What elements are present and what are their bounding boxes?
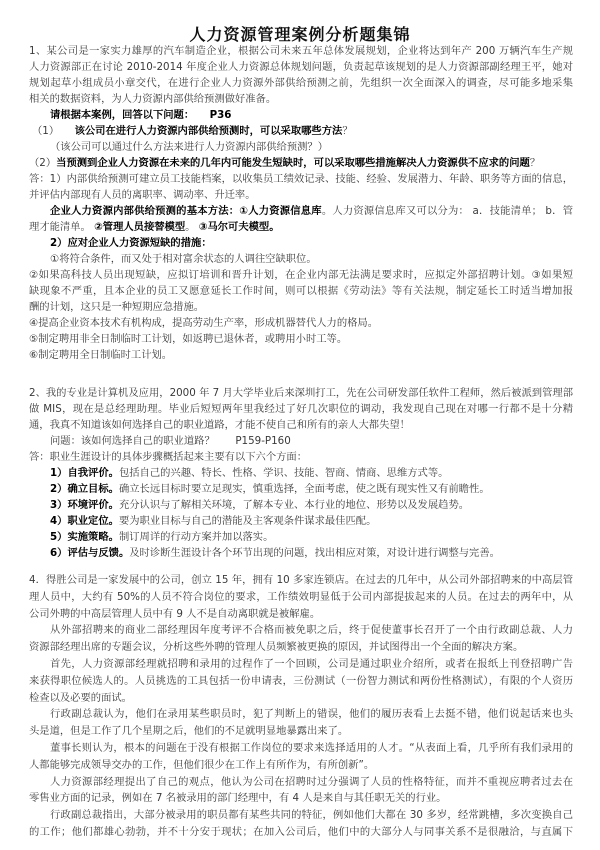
case-1-text-line xyxy=(29,267,573,283)
bold-text: 4）职业定位。 xyxy=(50,515,119,527)
bold-text: 2）确立目标。 xyxy=(50,483,119,495)
text: 首先，人力资源部经理就招聘和录用的过程作了一个回顾，公司是通过职业介绍所，或者在报纸上刊登招聘广告 xyxy=(50,657,573,670)
text: 来获得职位候选人的。人员挑选的工具包括一份申请表，三份测试（一份智力测试和两份性格测试），有限的个人资历 xyxy=(29,674,573,687)
case-2-text-line xyxy=(29,401,573,417)
case-4-text-line xyxy=(29,757,573,774)
text: （1） xyxy=(32,125,75,137)
text: 。 xyxy=(185,221,199,233)
bold-text: 3）环境评价。 xyxy=(50,499,119,511)
text: 并评估内部现有人员的离职率、调动率、升迁率。 xyxy=(29,189,256,201)
text: 资源部经理出席的专题会议，分析这些外聘的管理人员频繁被更换的原因，并试图得出一个全面的解决方案。 xyxy=(29,641,524,654)
case-2-text-line xyxy=(29,385,573,401)
bold-text: 5）实施策略。 xyxy=(50,531,119,543)
case-4-text-line xyxy=(29,690,573,707)
case-1-text-line xyxy=(29,91,573,107)
text: 相关的数据资料，为人力资源内部供给预测做好准备。 xyxy=(29,93,277,105)
case-4-text-line xyxy=(29,790,573,807)
text: 2、我的专业是计算机及应用，2000 年 7 月大学毕业后来深圳打工，先在公司研发部任软件工程师，然后被派到管理部 xyxy=(29,387,573,399)
text: 检查以及必要的面试。 xyxy=(29,691,132,704)
bold-text: 当预测到企业人力资源在未来的几年内可能发生短缺时，可以采取哪些措施解决人力资源供不应求的问题 xyxy=(56,157,530,169)
case-1-text-line xyxy=(29,75,573,91)
text: 的工作；他们都雄心勃勃，并不十分安于现状；在加入公司后，他们中的大部分人与同事关系不是很融洽，与直属下 xyxy=(29,825,573,838)
case-2-text-line xyxy=(29,529,573,545)
case-1-text-line xyxy=(29,139,573,155)
case-4-text-line xyxy=(29,774,573,791)
text: 行政副总裁认为，他们在录用某些职员时，犯了判断上的错误，他们的履历表看上去挺不错，他们说起话来也头 xyxy=(50,708,573,721)
text: 问题：该如何选择自己的职业道路？ P159-P160 xyxy=(50,435,291,447)
text: 理人员中，大约有 50%的人员不符合岗位的要求，工作绩效明显低于公司内部提拔起来的人员。在过去的两年中，从 xyxy=(29,590,573,603)
text: 4．得胜公司是一家发展中的公司，创立 15 年，拥有 10 多家连锁店。在过去的几年中，从公司外部招聘来的中高层管 xyxy=(29,574,573,586)
case-4-text-line xyxy=(29,656,573,673)
text: 头是道，但是工作了几个星期之后，他们的不足就明显地暴露出来了。 xyxy=(29,725,349,738)
case-4-section xyxy=(29,572,573,841)
text: ④提高企业资本技术有机构成，提高劳动生产率，形成机器替代人力的格局。 xyxy=(29,317,379,329)
document-title: 人力资源管理案例分析题集锦 xyxy=(189,25,411,44)
case-4-text-line xyxy=(29,824,573,841)
case-1-text-line xyxy=(29,251,573,267)
case-2-text-line xyxy=(29,545,573,561)
case-4-text-line xyxy=(29,572,573,589)
case-4-text-line xyxy=(29,606,573,623)
case-4-text-line xyxy=(29,639,573,656)
case-1-text-line xyxy=(29,123,573,139)
text: 董事长则认为，根本的问题在于没有根据工作岗位的要求来选择适用的人才。“从表面上看，几乎所有我们录用的 xyxy=(50,741,573,754)
text: ⑥制定聘用全日制临时工计划。 xyxy=(29,349,173,361)
text: 1、某公司是一家实力雄厚的汽车制造企业，根据公司未来五年总体发展规划，企业将达到年产 200 万辆汽车生产规 xyxy=(29,45,573,57)
bold-text: 企业人力资源内部供给预测的基本方法：①人力资源信息库 xyxy=(50,205,322,217)
text: 从外部招聘来的商业二部经理因年度考评不合格而被免职之后，终于促使董事长召开了一个由行政副总裁、人力 xyxy=(50,624,573,637)
text: 缺现象不严重，且本企业的员工又愿意延长工作时间，则可以根据《劳动法》等有关法规，制定延长工时适当增加报 xyxy=(29,285,573,297)
text: （2） xyxy=(29,157,57,169)
text: ①将符合条件，而又处于相对富余状态的人调往空缺职位。 xyxy=(50,253,317,265)
text: 确立长远目标时要立足现实，慎重选择，全面考虑，使之既有现实性又有前瞻性。 xyxy=(118,483,490,495)
text: 及时诊断生涯设计各个环节出现的问题，找出相应对策，对设计进行调整与完善。 xyxy=(129,547,500,559)
case-1-text-line xyxy=(29,203,573,219)
case-4-text-line xyxy=(29,622,573,639)
case-1-section xyxy=(29,43,573,363)
case-2-section xyxy=(29,385,573,561)
text: 答：1）内部供给预测可建立员工技能档案，以收集员工绩效记录、技能、经验、发展潜力、年龄、职务等方面的信息， xyxy=(29,173,573,185)
bold-text: 1）自我评价。 xyxy=(50,467,119,479)
case-1-text-line xyxy=(29,59,573,75)
case-2-text-line xyxy=(29,449,573,465)
case-1-text-line xyxy=(29,219,573,235)
text: （该公司可以通过什么方法来进行人力资源内部供给预测？） xyxy=(50,141,329,153)
case-2-text-line xyxy=(29,481,573,497)
text: 。人力资源信息库又可以分为： a．技能清单； b．管 xyxy=(321,205,573,217)
text: 人力资源部经理提出了自己的观点，他认为公司在招聘时过分强调了人员的性格特征，而并不重视应聘者过去在 xyxy=(50,775,573,788)
text: 行政副总裁指出，大部分被录用的职员都有某些共同的特征，例如他们大都在 30 多岁，经常跳槽，多次变换自己 xyxy=(50,809,573,822)
text: 酬的计划，这只是一种短期应急措施。 xyxy=(29,301,205,313)
text: 答：职业生涯设计的具体步骤概括起来主要有以下六个方面： xyxy=(29,451,308,463)
text: 零售业方面的记录，例如在 7 名被录用的部门经理中，有 4 人是来自与其任职无关的行业。 xyxy=(29,792,447,805)
bold-text: ②管理人员接替模型 xyxy=(94,221,186,233)
case-2-text-line xyxy=(29,433,573,449)
case-4-text-line xyxy=(29,673,573,690)
text: 要为职业目标与自己的潜能及主客观条件谋求最佳匹配。 xyxy=(118,515,377,527)
text: 理才能清单。 xyxy=(29,221,95,233)
text: ？ xyxy=(529,157,541,169)
case-4-text-line xyxy=(29,723,573,740)
bold-text: 6）评估与反馈。 xyxy=(50,547,130,559)
text: 人力资源部正在讨论 2010-2014 年度企业人力资源总体规划问题，负责起草该规划的是人力资源部副经理王平，她对 xyxy=(29,61,573,73)
text: 规划起草小组成员小章交代，在进行企业人力资源外部供给预测之前，先组织一次全面深入的调查，尽可能多地采集 xyxy=(29,77,573,89)
text: 公司外聘的中高层管理人员中有 9 人不是自动离职就是被解雇。 xyxy=(29,607,321,620)
case-1-text-line xyxy=(29,43,573,59)
case-1-text-line xyxy=(29,299,573,315)
bold-text: ③马尔可夫模型。 xyxy=(198,221,280,233)
bold-text: 2）应对企业人力资源短缺的措施： xyxy=(50,237,212,249)
bold-text: 请根据本案例，回答以下问题： P36 xyxy=(50,109,232,121)
text: 制订周详的行动方案并加以落实。 xyxy=(118,531,274,543)
bold-text: 该公司在进行人力资源内部供给预测时，可以采取哪些方法 xyxy=(74,125,343,137)
case-4-text-line xyxy=(29,706,573,723)
text: ？ xyxy=(342,125,353,137)
case-1-text-line xyxy=(29,187,573,203)
case-1-text-line xyxy=(29,155,573,171)
case-2-text-line xyxy=(29,513,573,529)
case-2-text-line xyxy=(29,465,573,481)
text: 充分认识与了解相关环境，了解本专业、本行业的地位、形势以及发展趋势。 xyxy=(118,499,470,511)
case-1-text-line xyxy=(29,331,573,347)
case-1-text-line xyxy=(29,315,573,331)
case-4-text-line xyxy=(29,740,573,757)
case-1-text-line xyxy=(29,347,573,363)
text: 通，我真不知道该如何选择自己的职业道路，才能不使自己和所有的亲人大都失望！ xyxy=(29,419,410,431)
text: ②如果高科技人员出现短缺，应拟订培训和晋升计划，在企业内部无法满足要求时，应拟定外部招聘计划。③如果短 xyxy=(29,269,573,281)
case-1-text-line xyxy=(29,171,573,187)
text: 做 MIS，现在是总经理助理。毕业后短短两年里我经过了好几次职位的调动，我发现自己现在对哪一行都不是十分精 xyxy=(29,403,573,415)
case-4-text-line xyxy=(29,589,573,606)
text: ⑤制定聘用非全日制临时工计划，如返聘已退休者，或聘用小时工等。 xyxy=(29,333,348,345)
case-4-text-line xyxy=(29,807,573,824)
case-2-text-line xyxy=(29,497,573,513)
case-1-text-line xyxy=(29,107,573,123)
text: 包括自己的兴趣、特长、性格、学识、技能、智商、情商、思维方式等。 xyxy=(118,467,449,479)
case-2-text-line xyxy=(29,417,573,433)
case-1-text-line xyxy=(29,283,573,299)
case-1-text-line xyxy=(29,235,573,251)
text: 人都能够完成领导交办的工作，但他们很少在工作上有所作为，有所创新”。 xyxy=(29,758,375,771)
